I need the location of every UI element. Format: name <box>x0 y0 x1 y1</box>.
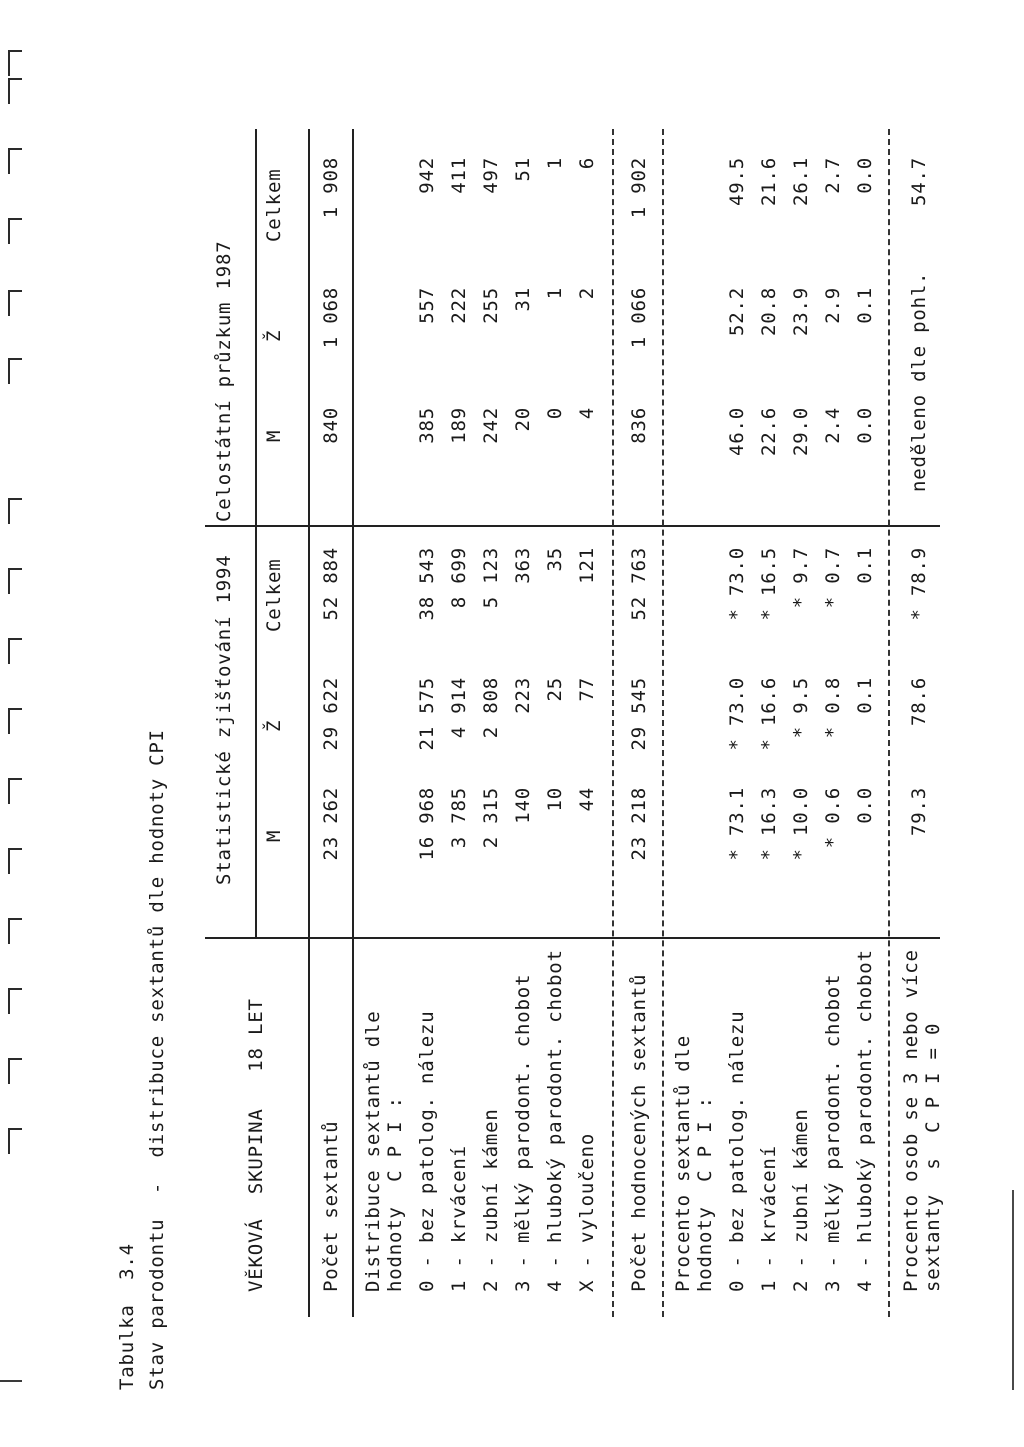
cell-value: * 78.9 <box>908 547 930 621</box>
cell-value: * 16.5 <box>758 547 780 621</box>
cell-value: 54.7 <box>908 157 930 206</box>
cell-value: 49.5 <box>726 157 748 206</box>
cell-value: 21.6 <box>758 157 780 206</box>
cell-note: neděleno dle pohl. <box>908 271 930 492</box>
row-label: 4 - hluboký parodont. chobot <box>854 949 876 1292</box>
col-m-1987: M <box>263 429 285 442</box>
cell-value: 1 066 <box>628 287 650 349</box>
cell-value: 1 068 <box>320 287 342 349</box>
col-divider-surveys <box>205 525 940 527</box>
cell-value: * 0.7 <box>822 547 844 609</box>
cell-value: 77 <box>576 677 598 702</box>
row-label: 0 - bez patolog. nálezu <box>726 1010 748 1292</box>
cell-value: 363 <box>512 547 534 584</box>
cell-value: 38 543 <box>416 547 438 621</box>
cell-value: * 0.8 <box>822 677 844 739</box>
dashed-rule <box>612 129 614 1317</box>
cell-value: 2.4 <box>822 407 844 444</box>
cell-value: 0.1 <box>854 547 876 584</box>
cell-value: * 73.1 <box>726 787 748 861</box>
cell-value: 497 <box>480 157 502 194</box>
cell-value: 0.0 <box>854 407 876 444</box>
cell-value: 20 <box>512 407 534 432</box>
cell-value: 23.9 <box>790 287 812 336</box>
row-label: X - vyloučeno <box>576 1132 598 1292</box>
pocet-rule <box>352 129 354 1317</box>
header-rule <box>255 129 257 939</box>
row-label-osob: Procento osob se 3 nebo více <box>900 949 922 1292</box>
cell-value: 22.6 <box>758 407 780 456</box>
col-z-1994: Ž <box>263 719 285 732</box>
cell-value: 1 908 <box>320 157 342 219</box>
cell-value: 79.3 <box>908 787 930 836</box>
cell-value: 21 575 <box>416 677 438 751</box>
cell-value: 46.0 <box>726 407 748 456</box>
cell-value: 1 902 <box>628 157 650 219</box>
cell-value: 2 315 <box>480 787 502 849</box>
header-rule-bottom <box>308 129 310 1317</box>
cell-value: * 9.5 <box>790 677 812 739</box>
col-divider-main <box>205 937 940 939</box>
survey-1994-heading: Statistické zjišťování 1994 <box>213 554 235 885</box>
cell-value: 840 <box>320 407 342 444</box>
cell-value: 29.0 <box>790 407 812 456</box>
row-label: 3 - mělký parodont. chobot <box>822 973 844 1292</box>
cell-value: 25 <box>544 677 566 702</box>
cell-value: 35 <box>544 547 566 572</box>
section-heading-percent: hodnoty C P I : <box>694 1096 716 1292</box>
cell-value: 557 <box>416 287 438 324</box>
col-total-1987: Celkem <box>263 168 285 242</box>
cell-value: 26.1 <box>790 157 812 206</box>
cell-value: 0.1 <box>854 677 876 714</box>
cell-value: 255 <box>480 287 502 324</box>
cell-value: 52 763 <box>628 547 650 621</box>
col-total-1994: Celkem <box>263 558 285 632</box>
row-label: 4 - hluboký parodont. chobot <box>544 949 566 1292</box>
cell-value: * 10.0 <box>790 787 812 861</box>
cell-value: * 16.6 <box>758 677 780 751</box>
table-number: Tabulka 3.4 <box>116 1243 138 1390</box>
cell-value: 78.6 <box>908 677 930 726</box>
cell-value: 942 <box>416 157 438 194</box>
cell-value: 223 <box>512 677 534 714</box>
cell-value: 31 <box>512 287 534 312</box>
age-group-heading: VĚKOVÁ SKUPINA 18 LET <box>245 998 267 1292</box>
cell-value: 4 <box>576 407 598 420</box>
row-label-osob: sextanty s C P I = 0 <box>922 1022 944 1292</box>
cell-value: 5 123 <box>480 547 502 609</box>
row-label-pocet: Počet sextantů <box>320 1120 342 1292</box>
cell-value: 1 <box>544 157 566 170</box>
row-label: 3 - mělký parodont. chobot <box>512 973 534 1292</box>
cell-value: 3 785 <box>448 787 470 849</box>
cell-value: 0.0 <box>854 157 876 194</box>
cell-value: 29 545 <box>628 677 650 751</box>
col-m-1994: M <box>263 829 285 842</box>
cell-value: 0.0 <box>854 787 876 824</box>
cell-value: 189 <box>448 407 470 444</box>
cell-value: 2.7 <box>822 157 844 194</box>
cell-value: 8 699 <box>448 547 470 609</box>
cell-value: 222 <box>448 287 470 324</box>
row-label: 2 - zubní kámen <box>790 1108 812 1292</box>
cell-value: * 73.0 <box>726 547 748 621</box>
cell-value: 836 <box>628 407 650 444</box>
cell-value: 51 <box>512 157 534 182</box>
cell-value: 411 <box>448 157 470 194</box>
cell-value: 52 884 <box>320 547 342 621</box>
cell-value: 20.8 <box>758 287 780 336</box>
cell-value: 6 <box>576 157 598 170</box>
cell-value: 29 622 <box>320 677 342 751</box>
cell-value: * 9.7 <box>790 547 812 609</box>
section-heading-distribution: hodnoty C P I : <box>384 1096 406 1292</box>
survey-1987-heading: Celostátní průzkum 1987 <box>213 240 235 522</box>
cell-value: * 0.6 <box>822 787 844 849</box>
cell-value: 140 <box>512 787 534 824</box>
row-label: 1 - krvácení <box>758 1145 780 1292</box>
row-label: 1 - krvácení <box>448 1145 470 1292</box>
cell-value: 52.2 <box>726 287 748 336</box>
cell-value: 2.9 <box>822 287 844 324</box>
row-label: 2 - zubní kámen <box>480 1108 502 1292</box>
section-heading-distribution: Distribuce sextantů dle <box>362 1010 384 1292</box>
cell-value: 4 914 <box>448 677 470 739</box>
cell-value: 2 <box>576 287 598 300</box>
cell-value: 0.1 <box>854 287 876 324</box>
table-title: Stav parodontu - distribuce sextantů dle hodnoty CPI <box>146 729 168 1390</box>
dashed-rule <box>888 129 890 1317</box>
cell-value: 385 <box>416 407 438 444</box>
cell-value: 121 <box>576 547 598 584</box>
cell-value: 242 <box>480 407 502 444</box>
row-label: 0 - bez patolog. nálezu <box>416 1010 438 1292</box>
cell-value: * 16.3 <box>758 787 780 861</box>
dashed-rule <box>662 129 664 1317</box>
cell-value: 23 218 <box>628 787 650 861</box>
section-heading-percent: Procento sextantů dle <box>672 1034 694 1292</box>
col-z-1987: Ž <box>263 329 285 342</box>
cell-value: * 73.0 <box>726 677 748 751</box>
cell-value: 44 <box>576 787 598 812</box>
cell-value: 1 <box>544 287 566 300</box>
cell-value: 16 968 <box>416 787 438 861</box>
cell-value: 23 262 <box>320 787 342 861</box>
cell-value: 0 <box>544 407 566 420</box>
cell-value: 10 <box>544 787 566 812</box>
cell-value: 2 808 <box>480 677 502 739</box>
row-label-hodnocenych: Počet hodnocených sextantů <box>628 973 650 1292</box>
